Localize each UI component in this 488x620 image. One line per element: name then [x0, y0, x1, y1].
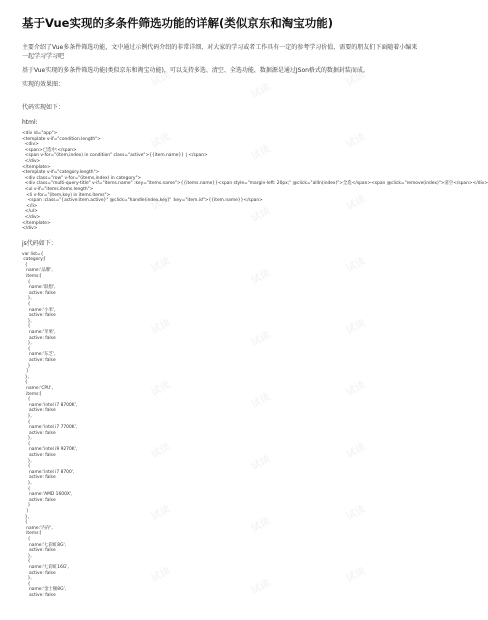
js-code-line: active: false: [22, 453, 56, 459]
watermark-text: 试读: [249, 515, 273, 535]
watermark-text: 试读: [149, 69, 173, 89]
js-code-line: name:'东芝',: [22, 352, 56, 358]
html-code-block: [22, 131, 488, 232]
js-code-line: active: false: [22, 357, 56, 363]
js-code-line: active: false: [22, 497, 56, 503]
html-code-line: </div>: [22, 214, 41, 220]
js-code-line: name:'七彩虹16G',: [22, 564, 69, 570]
watermark-text: 试读: [344, 441, 368, 461]
js-code-line: },: [22, 374, 29, 380]
watermark-text: 试读: [344, 131, 368, 151]
html-code-line: </div>: [22, 158, 41, 164]
html-code-line: <div>: [22, 142, 39, 148]
watermark-text: 试读: [249, 143, 273, 163]
js-code-line: active: false: [22, 335, 56, 341]
js-code-line: ]: [22, 369, 28, 375]
js-code-line: {: [22, 441, 31, 447]
html-code-line: </li>: [22, 203, 38, 209]
js-code-line: },: [22, 436, 32, 442]
js-code-line: active: false: [22, 290, 56, 296]
js-code-line: active: false: [22, 592, 56, 598]
js-code-line: },: [22, 413, 32, 419]
watermark-text: 试读: [149, 131, 173, 151]
watermark-text: 试读: [149, 317, 173, 337]
js-code-line: {: [22, 397, 31, 403]
js-code-line: name:'CPU',: [22, 385, 53, 391]
html-code-line: <div class="multi-query-title" v-if="items.name" :key="items.name">{{items.name}}<span style="margin-left: 20px;" @click="allIn(index)">全选</span><span @click="remove(index)">清空</span></div>: [22, 181, 488, 187]
js-code-line: {: [22, 324, 31, 330]
watermark-text: 试读: [344, 379, 368, 399]
watermark-text: 试读: [249, 267, 273, 287]
js-code-line: },: [22, 458, 32, 464]
html-code-line: <template v-if="condition.length">: [22, 136, 101, 142]
js-code-line: active: false: [22, 408, 56, 414]
js-code-line: name:'intel i7 7700K',: [22, 425, 78, 431]
js-code-block: [22, 252, 418, 599]
js-code-line: },: [22, 481, 32, 487]
js-code-line: name:'intel i9 9270K',: [22, 447, 78, 453]
html-code-line: </div>: [22, 226, 38, 232]
watermark-text: 试读: [149, 503, 173, 523]
watermark-text: 试读: [344, 69, 368, 89]
watermark-text: 试读: [249, 329, 273, 349]
js-code-line: ]: [22, 509, 28, 514]
html-code-line: <div id="app">: [22, 131, 58, 136]
js-code-line: }: [22, 363, 31, 369]
js-code-line: },: [22, 514, 29, 520]
js-code-line: },: [22, 296, 32, 302]
watermark-text: 试读: [149, 193, 173, 213]
effect-label: 实现的效果图：: [22, 81, 65, 88]
watermark-text: 试读: [344, 255, 368, 275]
js-code-line: name:'小米',: [22, 307, 56, 313]
js-code-line: {: [22, 419, 31, 425]
js-code-line: {: [22, 559, 31, 565]
html-code-line: </ul>: [22, 209, 38, 215]
watermark-text: 试读: [249, 205, 273, 225]
js-code-line: {: [22, 279, 31, 285]
intro-paragraph: 主要介绍了Vue多条件筛选功能，文中通过示例代码介绍的非常详细，对大家的学习或者工作具有一定的参考学习价值，需要的朋友们下面随着小编来一起学习学习吧: [22, 44, 418, 60]
watermark-text: 试读: [344, 317, 368, 337]
watermark-text: 试读: [249, 577, 273, 597]
js-code-line: name:'品牌',: [22, 268, 53, 274]
js-code-line: },: [22, 318, 32, 324]
js-code-line: active: false: [22, 313, 56, 319]
js-code-line: name:'金士顿8G',: [22, 587, 67, 593]
watermark-text: 试读: [344, 503, 368, 523]
js-code-line: var list={: [22, 251, 44, 257]
html-code-line: </template>: [22, 164, 51, 170]
js-code-line: {: [22, 464, 31, 470]
js-code-line: active: false: [22, 548, 56, 554]
js-code-line: items:[: [22, 391, 42, 397]
watermark-text: 试读: [249, 453, 273, 473]
watermark-text: 试读: [344, 193, 368, 213]
js-code-line: },: [22, 341, 32, 347]
watermark-text: 试读: [149, 441, 173, 461]
js-code-line: {: [22, 486, 31, 492]
watermark-text: 试读: [149, 565, 173, 585]
watermark-text: 试读: [344, 565, 368, 585]
html-code-line: <ul v-if="items.items.length">: [22, 186, 94, 192]
html-code-line: <span :class="{active:item.active}" @click="handle(index,key)" :key="item.id">{{item.name}}</span>: [22, 198, 263, 204]
js-code-line: active: false: [22, 430, 56, 436]
js-code-line: name:'intel i7 8700',: [22, 469, 75, 475]
code-label: 代码实现如下：: [22, 104, 65, 111]
js-code-line: {: [22, 262, 28, 268]
js-code-line: name:'苹果',: [22, 330, 56, 335]
js-code-line: active: false: [22, 475, 56, 481]
description-paragraph: 基于Vue实现的多条件筛选功能(类似京东和淘宝功能)，可以支持多选、清空、全选功能，数据源是通过JSon格式的数据封装而成。: [22, 67, 369, 74]
js-code-line: name:'联想',: [22, 285, 56, 291]
html-code-line: <span>已选中:</span>: [22, 147, 77, 153]
article-title: 基于Vue实现的多条件筛选功能的详解(类似京东和淘宝功能): [22, 16, 333, 30]
js-code-line: },: [22, 553, 32, 559]
js-code-line: category:[: [22, 257, 46, 263]
watermark-text: 试读: [149, 255, 173, 275]
html-code-line: <div class="row" v-for="(items,index) in category">: [22, 175, 142, 181]
js-code-line: active: false: [22, 570, 56, 576]
js-code-line: name:'七彩虹8G',: [22, 542, 67, 548]
watermark-text: 试读: [249, 81, 273, 101]
js-code-line: {: [22, 520, 28, 526]
js-code-line: items:[: [22, 274, 42, 280]
js-code-line: {: [22, 302, 31, 308]
js-code-line: name:'内存',: [22, 525, 53, 531]
js-code-line: name:'intel i7 8700K',: [22, 402, 78, 408]
js-label: js代码如下：: [22, 239, 57, 247]
html-code-line: <span v-for="(item,index) in condition" class="active">{{item.name}} | </span>: [22, 153, 208, 159]
js-code-line: }: [22, 503, 31, 509]
html-code-line: <template v-if="category.length">: [22, 170, 100, 176]
js-code-line: name:'AMD 1600X',: [22, 492, 73, 498]
js-code-line: items:[: [22, 531, 42, 537]
js-code-line: {: [22, 380, 28, 386]
js-code-line: {: [22, 346, 31, 352]
watermark-text: 试读: [249, 391, 273, 411]
js-code-line: {: [22, 581, 31, 587]
js-code-line: {: [22, 536, 31, 542]
html-label: html:: [22, 119, 38, 126]
js-code-line: },: [22, 576, 32, 582]
watermark-text: 试读: [149, 379, 173, 399]
html-code-line: <li v-for="(item,key) in items.items">: [22, 192, 111, 198]
html-code-line: </template>: [22, 220, 51, 226]
